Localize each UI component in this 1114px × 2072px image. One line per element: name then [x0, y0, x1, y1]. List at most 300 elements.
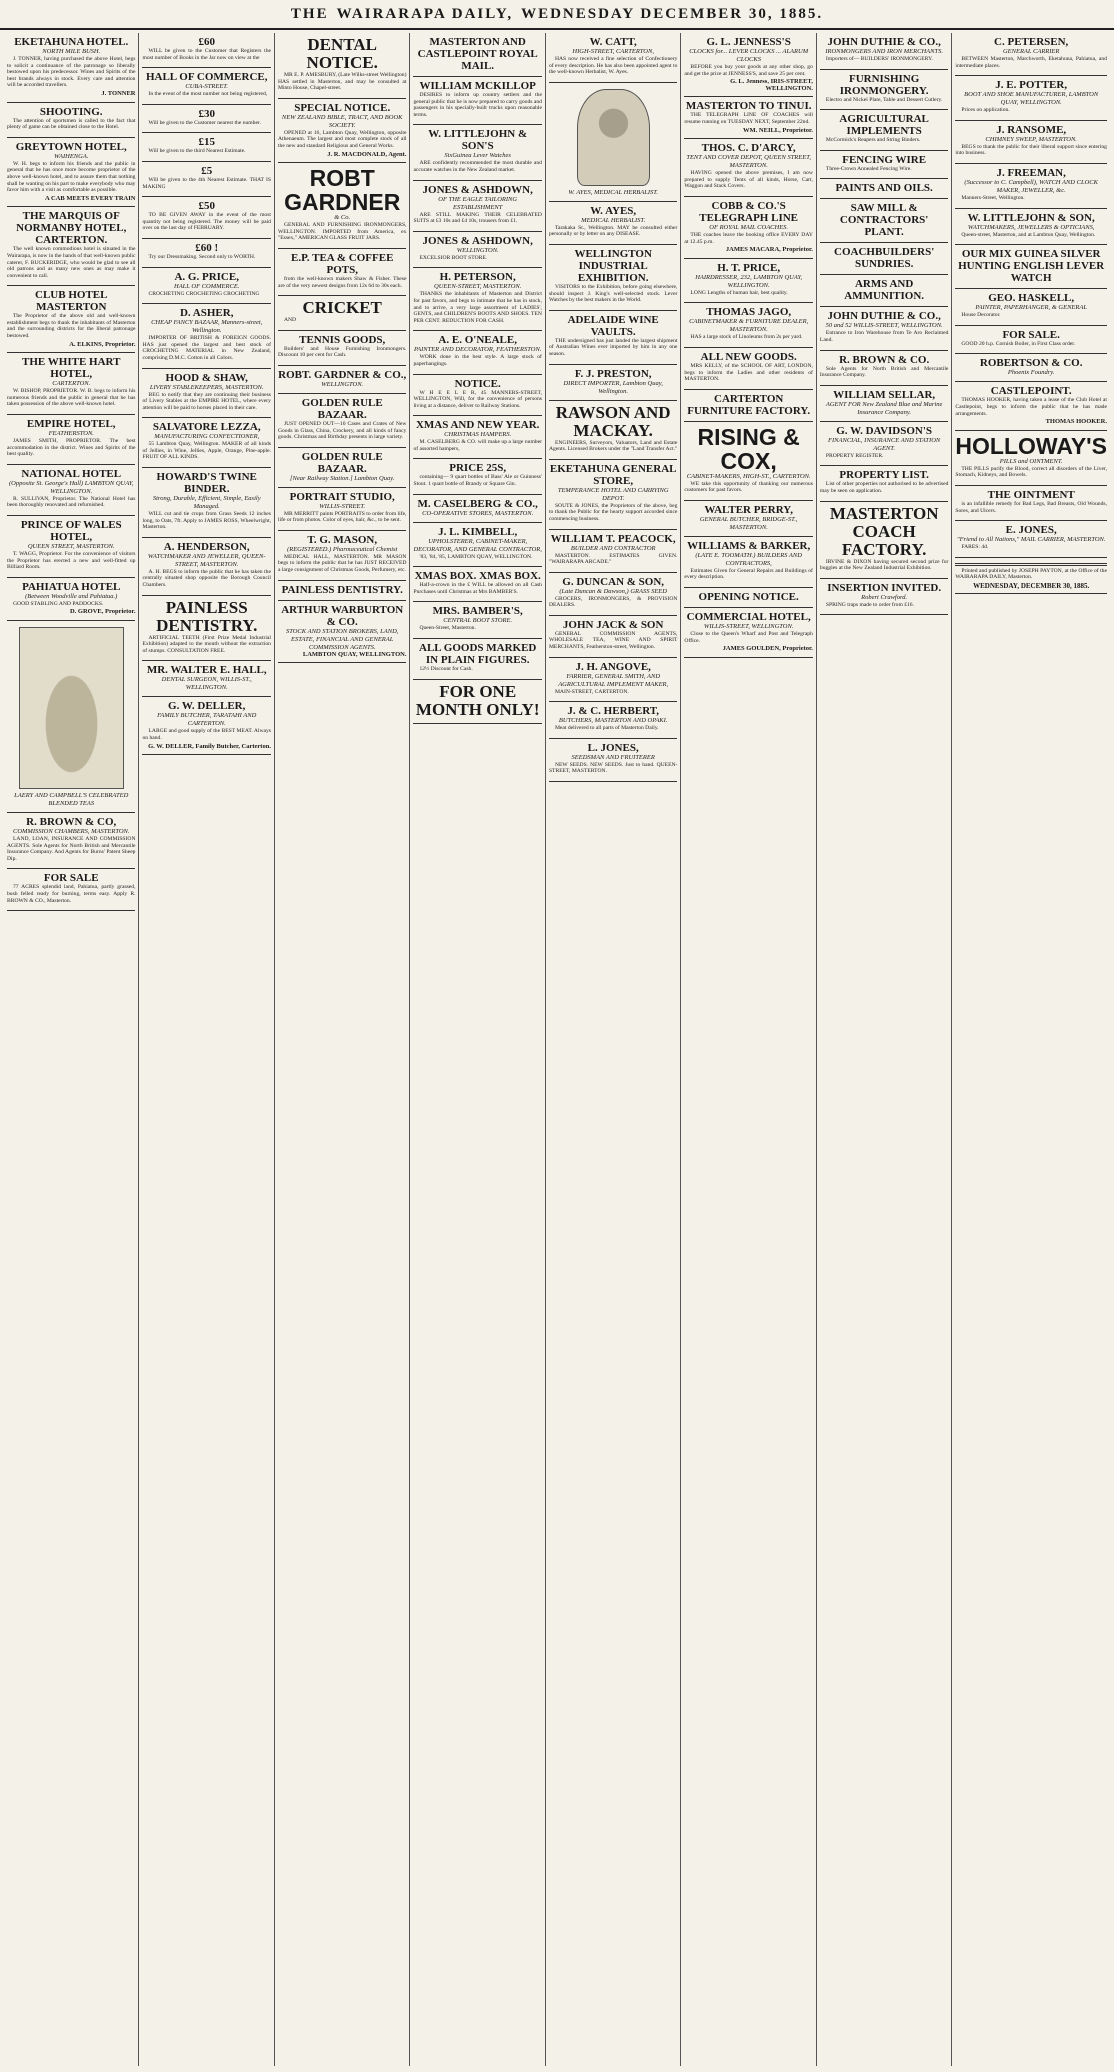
advert-heading: R. BROWN & CO.	[839, 353, 930, 366]
advert-subheading: (LATE E. TOOMATH.) BUILDERS AND CONTRACTORS,	[695, 551, 802, 567]
advertisement	[955, 521, 1107, 558]
advert-heading: OUR MIX GUINEA SILVER HUNTING ENGLISH LEVER WATCH	[958, 248, 1105, 285]
advert-heading: £60	[198, 36, 215, 48]
advert-subheading: PAINTER AND DECORATOR, FEATHERSTON.	[413, 346, 542, 354]
advert-heading: WILLIAMS & BARKER,	[687, 539, 811, 552]
advert-body: LAND, LOAN, INSURANCE AND COMMISSION AGENTS. Sole Agents for North British and Mercantile Insurance Company. And Agents for Burns' Patent Sheep Dip.	[7, 835, 136, 862]
advertisement	[278, 331, 406, 366]
advert-heading: FENCING WIRE	[842, 153, 927, 166]
advertisement	[413, 331, 541, 374]
advertisement	[549, 202, 677, 245]
advert-heading: GOLDEN RULE BAZAAR.	[301, 450, 383, 475]
advert-heading: NOTICE.	[454, 377, 501, 390]
advert-body: SOUTE & JONES, the Proprietors of the above, beg to thank the Public for the hearty support accorded since commencing business.	[548, 502, 678, 522]
advert-body: ARTIFICIAL TEETH (First Prize Medal Industrial Exhibition) adapted to the mouth without the extraction of stumps. CONSULTATION FREE.	[142, 634, 271, 654]
advert-heading: £5	[201, 164, 213, 177]
masthead-title: WAIRARAPA DAILY,	[336, 5, 514, 22]
advert-body: Builders' and House Furnishing Ironmongers. Discount 10 per cent for Cash.	[277, 345, 407, 359]
advert-body: JUST OPENED OUT—10 Cases and Crates of New Goods in Glass, China, Crockery, and all kinds of fancy goods. Christmas and Birthday presents in large variety.	[277, 420, 407, 441]
advert-subheading: (Opposite St. George's Hall) LAMBTON QUAY, WELLINGTON.	[9, 479, 134, 495]
advertisement	[955, 486, 1107, 521]
advertisement	[820, 33, 948, 70]
advert-heading: J. L. KIMBELL,	[438, 525, 518, 538]
advert-body: BEFORE you buy your goods at any other shop, go and get the price at JENNESS'S, and save 25 per cent.	[684, 64, 813, 77]
advert-subheading: IRONMONGERS AND IRON MERCHANTS.	[825, 48, 943, 55]
advert-body: AND	[283, 317, 297, 324]
advert-subheading: BOOT AND SHOE MANUFACTURER, LAMBTON QUAY, WELLINGTON.	[964, 91, 1099, 107]
advert-heading: SALVATORE LEZZA,	[152, 421, 261, 434]
advert-body: EXCELSIOR BOOT STORE.	[419, 254, 488, 261]
advert-signature: THOMAS HOOKER.	[1045, 418, 1107, 426]
advertisement	[142, 697, 270, 755]
advert-heading: W. LITTLEJOHN & SON'S	[428, 128, 528, 153]
advert-subheading: HALL OF COMMERCE.	[174, 282, 240, 290]
imprint-text: Printed and published by JOSEPH PAYTON, at the Office of the WAIRARAPA DAILY, Masterton.	[955, 567, 1107, 581]
advert-body: 55 Lambton Quay, Wellington. MAKER of all kinds of Jellies, in Wine, Jellies, Apple, Orange, Pine-apple. FRUIT OF ALL KINDS.	[142, 441, 271, 461]
advertisement	[549, 245, 677, 311]
advertisement	[7, 813, 135, 869]
advertisement	[142, 68, 270, 105]
column-8	[952, 33, 1110, 2066]
advert-subheading: PILLS and OINTMENT.	[999, 457, 1063, 465]
advert-subheading: GENERAL CARRIER	[1002, 48, 1060, 55]
advert-heading: D. ASHER,	[179, 307, 234, 320]
advertisement	[684, 197, 812, 259]
advert-body: In the event of the most number not being registered,	[148, 91, 268, 98]
advert-heading: ALL GOODS MARKED IN PLAIN FIGURES.	[419, 642, 537, 667]
advert-heading: GREYTOWN HOTEL,	[15, 140, 127, 153]
advert-heading: £15	[198, 136, 215, 149]
advertisement	[955, 558, 1107, 595]
advertisement	[549, 460, 677, 530]
advert-subheading: (Between Woodville and Pahiatua.)	[25, 592, 118, 600]
advert-body: THANKS the inhabitants of Masterton and District for past favors, and begs to intimate that he has in stock, and to arrive, a very large assortment of LADIES', GENTS, and CHILDREN'S BOOTS AND SHOES. TEN PER CENT. REDUCTION FOR CASH.	[413, 291, 542, 324]
advert-signature: G. W. DELLER, Family Butcher, Carterton.	[148, 742, 271, 750]
advertisement	[684, 537, 812, 588]
advert-subheading: UPHOLSTERER, CABINET-MAKER, DECORATOR, AND GENERAL CONTRACTOR,	[413, 537, 542, 553]
advert-body: '83, '84, '85, LAMBTON QUAY, WELLINGTON.	[419, 553, 533, 560]
advert-body: SPRING traps made to order from £16.	[825, 601, 914, 608]
advert-heading: PRICE 25S,	[449, 462, 507, 475]
advertisement	[549, 33, 677, 83]
advert-body: BEG to notify that they are continuing their business of Livery Stables at the EMPIRE HOTEL, where every attention will be paid to horses placed in their care.	[142, 391, 271, 411]
advertisement	[684, 501, 812, 537]
advert-heading: OPENING NOTICE.	[698, 591, 799, 604]
advertisement	[955, 382, 1107, 430]
advertisement	[142, 661, 270, 697]
advert-body: THE PILLS purify the Blood, correct all disorders of the Liver, Stomach, Kidneys, and Bowels.	[955, 465, 1107, 479]
advert-subheading: CHRISTMAS HAMPERS.	[444, 431, 512, 439]
advert-subheading: OF THE EAGLE TAILORING ESTABLISHMENT	[438, 195, 518, 211]
advertisement	[684, 303, 812, 348]
advert-body: Three-Crown Annealed Fencing Wire.	[825, 165, 912, 172]
advert-heading: MASTERTON COACH FACTORY.	[829, 503, 939, 559]
advertisement	[142, 418, 270, 468]
advert-heading: NATIONAL HOTEL	[21, 467, 122, 480]
advert-heading: £50	[198, 200, 215, 213]
advert-heading: L. JONES,	[587, 741, 639, 754]
advert-body: from the well-known makers Shaw & Fisher. These are of the very newest designs from 12s 6d to 30s each.	[277, 275, 407, 289]
advert-heading: RISING & COX,	[697, 423, 800, 474]
advert-heading: A. G. PRICE,	[174, 270, 239, 283]
advertisement	[955, 121, 1107, 164]
advertisement	[413, 639, 541, 680]
advert-heading: FURNISHING IRONMONGERY.	[839, 72, 929, 97]
advertisement	[413, 375, 541, 417]
advertisement	[955, 209, 1107, 246]
advert-subheading: BUILDER AND CONTRACTOR	[570, 544, 656, 552]
column-3	[275, 33, 410, 2066]
advert-body: 12½ Discount for Cash.	[419, 666, 473, 673]
advert-body: The attention of sportsmen is called to the fact that plenty of game can be obtained close to the Hotel.	[7, 117, 136, 131]
advert-body: LARGE and good supply of the BEST MEAT. Always on hand.	[142, 728, 271, 741]
advertisement	[7, 33, 135, 103]
tea-advert-illustration	[19, 627, 124, 789]
advert-heading: TENNIS GOODS,	[299, 333, 386, 346]
advert-heading: E.P. TEA & COFFEE POTS,	[291, 251, 394, 276]
advert-body: Will be given to the 4th Nearest Estimate. THAT IS MAKING	[142, 176, 271, 190]
advertisement	[142, 33, 270, 68]
advert-heading: T. G. MASON,	[307, 533, 378, 546]
advert-heading: HOWARD'S TWINE BINDER.	[156, 471, 257, 496]
advert-body: Entrance to Iron Warehouse from Te Aro Reclaimed Land.	[819, 330, 949, 343]
advert-body: ARE STILL MAKING THEIR CELEBRATED SUITS at £3 10s and £4 10s, trousers from £1.	[413, 211, 542, 225]
advert-subheading: (Successor to C. Campbell), WATCH AND CLOCK MAKER, JEWELLER, &c.	[964, 178, 1098, 194]
advert-body: MR E. P. AMESBURY, (Late Wilks-street Wellington) HAS settled in Masterton, and may be consulted at Minto House, Chapel-street.	[277, 72, 407, 92]
advert-body: Queen-Street, Masterton.	[419, 625, 476, 632]
advertisement	[278, 99, 406, 163]
double-rule	[955, 563, 1107, 566]
advert-body: House Decorator.	[961, 312, 1001, 319]
advert-heading: G. W. DELLER,	[168, 700, 246, 713]
advertisement	[142, 468, 270, 538]
advert-body: WILL cut and tie crops from Grass Seeds 12 inches long, to Oats, 7ft. Apply to JAMES ROSS, Wheelwright, Masterton.	[142, 511, 271, 531]
advertisement	[549, 702, 677, 739]
advertisement	[7, 286, 135, 353]
advert-subheading: CENTRAL BOOT STORE.	[443, 617, 513, 625]
advert-body: LONG Lengths of human hair, best quality.	[690, 289, 788, 296]
advertisement	[820, 386, 948, 422]
advertisement	[142, 304, 270, 368]
advert-heading: THE WHITE HART HOTEL,	[22, 356, 121, 381]
advert-subheading: (REGISTERED.) Pharmaceutical Chemist	[287, 545, 398, 553]
advertisement	[142, 369, 270, 419]
advert-body: McCormick's Reapers and String Binders.	[825, 137, 921, 144]
advert-subheading: 50 and 52 WILLIS-STREET, WELLINGTON.	[825, 322, 943, 330]
advert-heading: HOOD & SHAW,	[165, 371, 248, 384]
advertisement	[7, 621, 135, 813]
advert-body: W H E E L E R, 45 MANNERS-STREET, WELLINGTON, Will, for the convenience of persons living at a distance, deliver to Railway Stations.	[413, 389, 542, 409]
advertisement	[413, 459, 541, 494]
advert-heading: AGRICULTURAL IMPLEMENTS	[839, 113, 929, 138]
advertisement	[7, 103, 135, 138]
advert-heading: J. FREEMAN,	[996, 166, 1066, 179]
advert-body: GOOD 20 h.p. Cornish Boiler, in First Class order.	[961, 340, 1076, 347]
advertisement	[549, 616, 677, 658]
advert-body: Estimates Given for General Repairs and Buildings of every description.	[684, 567, 813, 581]
advert-body: IRVINE & DIXON having secured second prize for buggies at the New Zealand Industrial Exhibition.	[819, 558, 949, 572]
advert-body: GENERAL COMMISSION AGENTS, WHOLESALE TEA, WINE AND SPIRIT MERCHANTS, Featherston-street, Wellington.	[548, 630, 678, 651]
advert-heading: COMMERCIAL HOTEL,	[686, 611, 811, 624]
advert-heading: WALTER PERRY,	[704, 503, 793, 516]
advert-signature: A. ELKINS, Proprietor.	[69, 340, 136, 348]
advert-subheading: TENT AND COVER DEPOT, QUEEN STREET, MASTERTON.	[686, 154, 811, 170]
advertisement	[820, 422, 948, 467]
advert-subheading: LIVERY STABLEKEEPERS, MASTERTON.	[149, 383, 264, 391]
advert-subheading: Strong, Durable, Efficient, Simple, Easily Managed.	[152, 495, 261, 511]
advertisement	[7, 207, 135, 286]
advertisement	[278, 33, 406, 99]
advertisement	[278, 366, 406, 394]
advert-heading: PROPERTY LIST.	[839, 469, 929, 482]
advert-heading: XMAS BOX. XMAS BOX.	[414, 570, 541, 583]
advert-body: GENERAL AND FURNISHING IRONMONGERS, WELLINGTON. IMPORTED from America, ex "Essex," AMERICAN GLASS FRUIT JARS.	[277, 222, 407, 242]
advertisement	[7, 578, 135, 621]
advert-body: NEW SEEDS. NEW SEEDS. Just to hand. QUEEN-STREET, MASTERTON.	[548, 761, 678, 775]
advertisement	[142, 268, 270, 305]
advertisement	[820, 199, 948, 243]
advert-body: Electro and Nickel Plate, Table and Dessert Cutlery.	[825, 96, 943, 103]
advert-heading: CRICKET	[302, 298, 382, 318]
advert-subheading: FAMILY BUTCHER, TARATAHI AND CARTERTON.	[157, 712, 257, 728]
advert-body: W. BISHOP, PROPRIETOR. W. B. begs to inform his numerous friends and the public in general that he has taken possession of the above well-known hotel.	[7, 388, 136, 408]
advert-body: Manners-Street, Wellington.	[961, 194, 1025, 201]
advertisement	[955, 354, 1107, 382]
advert-heading: J. E. POTTER,	[995, 79, 1068, 92]
advert-subheading: WATCHMAKERS, JEWELLERS & OPTICIANS,	[967, 223, 1095, 231]
advert-body: HAS now received a fine selection of Confectionery of every description. He has also been appointed agent to the well-known Herbalist, W. Ayes.	[548, 56, 678, 76]
herbalist-portrait	[577, 89, 650, 186]
advert-signature: JAMES MACARA, Proprietor.	[725, 246, 813, 254]
advert-heading: M. CASELBERG & CO.,	[417, 497, 538, 510]
advertisement	[820, 307, 948, 350]
advert-heading: F. J. PRESTON,	[574, 367, 652, 380]
advert-heading: THOS. C. D'ARCY,	[701, 142, 796, 155]
advert-subheading: OF ROYAL MAIL COACHES.	[709, 223, 789, 231]
advert-subheading: FEATHERSTON.	[48, 430, 94, 438]
advertisement	[413, 232, 541, 269]
advert-heading: WILLIAM T. PEACOCK,	[550, 532, 676, 545]
advert-heading: DENTAL NOTICE.	[306, 35, 378, 72]
advert-body: JAMES SMITH, PROPRIETOR. The best accommodation in the district. Wines and Spirits of the best quality.	[7, 438, 136, 458]
advert-heading: G. W. DAVIDSON'S	[836, 424, 933, 437]
advert-subheading: CABINETMAKER & FURNITURE DEALER, MASTERTON.	[689, 318, 809, 334]
advert-heading: J. RANSOME,	[996, 123, 1067, 136]
advert-body: Importers of— BUILDERS' IRONMONGERY.	[825, 56, 933, 62]
advert-signature: J. TONNER	[101, 89, 136, 97]
column-5	[546, 33, 681, 2066]
advertisement	[820, 502, 948, 579]
advert-subheading: WELLINGTON.	[321, 380, 364, 388]
advert-subheading: & Co.	[334, 214, 351, 222]
advertisement	[549, 530, 677, 573]
advert-heading: SHOOTING.	[39, 105, 103, 118]
advert-subheading: GENERAL BUTCHER, BRIDGE-ST., MASTERTON.	[699, 515, 798, 531]
advert-body: ENGINEERS, Surveyors, Valuators, Land and Estate Agents. Licensed Brokers under the "Land Transfer Act."	[548, 439, 678, 453]
advertisement	[820, 179, 948, 199]
advert-heading: J. & C. HERBERT,	[567, 705, 660, 718]
advert-heading: COBB & CO.'S TELEGRAPH LINE	[699, 199, 799, 224]
advert-body: Queen-street, Masterton, and at Lambton Quay, Wellington.	[961, 231, 1096, 238]
advert-heading: XMAS AND NEW YEAR.	[415, 419, 540, 432]
advert-subheading: MANUFACTURING CONFECTIONER,	[154, 433, 260, 441]
advertisement	[413, 181, 541, 232]
advert-subheading: AGENT FOR New Zealand Blue and Marine Insurance Company.	[825, 400, 943, 416]
masthead-left: THE	[290, 5, 329, 22]
advertisement	[7, 415, 135, 465]
advert-body: Will be given to the Customer nearest the number.	[148, 119, 261, 126]
advert-body: MRS KELLY, of the SCHOOL OF ART, LONDON, begs to inform the Ladies and other residents of MASTERTON.	[684, 362, 813, 383]
advert-body: WILL be given to the Customer that Registers the most number of Books in the Jar now on view at the	[142, 48, 271, 61]
advert-body: TO BE GIVEN AWAY in the event of the most quantity not being registered. The money will be paid over on the last day of FEBRUARY.	[142, 212, 271, 232]
advert-subheading: HIGH-STREET, CARTERTON,	[572, 48, 654, 55]
advert-subheading: STOCK AND STATION BROKERS, LAND, ESTATE, FINANCIAL AND GENERAL COMMISSION AGENTS.	[285, 627, 399, 651]
advert-subheading: TEMPERANCE HOTEL AND CARRYING DEPOT.	[557, 486, 669, 502]
advert-heading: SPECIAL NOTICE.	[294, 101, 391, 114]
imprint-date: WEDNESDAY, DECEMBER 30, 1885.	[973, 581, 1090, 590]
advertisement	[278, 296, 406, 331]
advert-body: Sole Agents for North British and Mercantile Insurance Company.	[819, 365, 949, 379]
advert-body: T. WAGG, Proprietor. For the convenience of visitors the Proprietor has erected a new and well-fitted up Billiard Room.	[7, 551, 136, 571]
advertisement	[684, 390, 812, 422]
advertisement	[820, 243, 948, 275]
advertisement	[7, 138, 135, 208]
advert-signature: JAMES GOULDEN, Proprietor.	[722, 645, 813, 653]
advert-signature: J. R. MACDONALD, Agent.	[327, 150, 407, 158]
advertisement	[820, 151, 948, 180]
advertisement	[684, 33, 812, 97]
advert-body: Will be given to the third Nearest Estimate.	[148, 148, 246, 155]
advertisement	[142, 538, 270, 596]
advert-subheading: QUEEN STREET, MASTERTON.	[27, 543, 115, 550]
advertisement	[955, 76, 1107, 121]
advert-heading: GOLDEN RULE BAZAAR.	[301, 396, 383, 421]
advertisement	[820, 70, 948, 111]
advertisement	[413, 523, 541, 568]
advert-body: is an infallible remedy for Bad Legs, Bad Breasts, Old Wounds, Sores, and Ulcers.	[955, 500, 1107, 514]
advert-heading: RAWSON AND MACKAY.	[555, 402, 671, 440]
column-1	[4, 33, 139, 2066]
advert-subheading: WAIHENGA.	[54, 152, 89, 160]
advert-body: MR MERRITT paints PORTRAITS to order from life, life or from photos. Color of eyes, hair, &c., to be sent.	[277, 510, 407, 524]
advertisement	[955, 431, 1107, 486]
advert-subheading: SEEDSMAN AND FRUITERER	[571, 753, 655, 761]
advert-body: THE coaches leave the booking office EVERY DAY at 12.45 p.m.	[684, 231, 813, 245]
advertisement	[820, 579, 948, 616]
advert-subheading: DENTAL SURGEON, WILLIS-ST., WELLINGTON.	[161, 676, 252, 692]
advert-heading: A. E. O'NEALE,	[438, 334, 517, 347]
advert-subheading: NEW ZEALAND BIBLE, TRACT, AND BOOK SOCIETY.	[281, 113, 403, 129]
advert-heading: CASTLEPOINT.	[990, 385, 1072, 398]
advertisement	[278, 394, 406, 448]
advert-heading: ARTHUR WARBURTON & CO.	[281, 603, 404, 628]
masthead-date: WEDNESDAY DECEMBER 30, 1885.	[521, 5, 824, 22]
advertisement	[955, 289, 1107, 326]
advertisement	[413, 567, 541, 602]
advertisement	[278, 531, 406, 581]
advert-subheading: SixGuinea Lever Watches	[444, 152, 511, 160]
advert-heading: E. JONES,	[1005, 524, 1057, 537]
advertisement	[413, 416, 541, 459]
advert-subheading: CO-OPERATIVE STORES, MASTERTON.	[422, 509, 534, 517]
advertisement	[142, 105, 270, 134]
advertisement	[142, 239, 270, 268]
advert-body: Close to the Queen's Wharf and Post and Telegraph Office.	[684, 631, 813, 644]
advertisement	[820, 110, 948, 151]
advert-heading: THOMAS JAGO,	[706, 306, 792, 319]
advertisement	[684, 608, 812, 658]
advert-body: Meat delivered to all parts of Masterton Daily.	[554, 725, 659, 732]
advert-subheading: CUBA-STREET.	[185, 83, 229, 91]
advertisement	[142, 162, 270, 197]
advertisement	[278, 601, 406, 664]
advert-heading: EKETAHUNA HOTEL.	[14, 36, 129, 48]
advert-heading: EMPIRE HOTEL,	[26, 418, 116, 431]
advert-heading: A. HENDERSON,	[163, 540, 250, 553]
advert-subheading: PAINTER, PAPERHANGER, & GENERAL	[975, 304, 1087, 312]
advert-subheading: DIRECT IMPORTER, Lambton Quay, Wellington.	[563, 379, 663, 395]
advertisement	[413, 680, 541, 724]
advert-heading: H. T. PRICE,	[717, 261, 781, 274]
advertisement	[413, 602, 541, 639]
advert-body: THE TELEGRAPH LINE OF COACHES will resume running on TUESDAY NEXT, September 22nd.	[684, 112, 813, 125]
advert-subheading: NORTH MILE BUSH.	[42, 48, 101, 55]
advert-body: Half-a-crown in the £ WILL be allowed on all Cash Purchases until Christmas at Mrs BAMBER'S.	[413, 582, 542, 595]
advert-subheading: WATCHMAKER AND JEWELLER, QUEEN-STREET, MASTERTON.	[147, 552, 266, 568]
advertisement	[549, 739, 677, 782]
advert-subheading: MEDICAL HERBALIST.	[581, 216, 646, 224]
advert-body: containing— 9 quart bottles of Bass' Ale or Guinness' Stout. 1 quart bottle of Brandy or Square Gin.	[413, 474, 542, 488]
advert-heading: WILLIAM MCKILLOP	[419, 80, 536, 92]
advert-heading: INSERTION INVITED.	[827, 581, 942, 594]
advert-body: GOOD STABLING AND PADDOCKS.	[13, 600, 104, 607]
advert-heading: ROBERTSON & CO.	[979, 357, 1083, 370]
advert-heading: CLUB HOTEL MASTERTON	[35, 289, 108, 314]
advertisement	[684, 588, 812, 608]
advert-heading: FOR SALE	[43, 872, 99, 885]
advert-heading: JOHN DUTHIE & CO.,	[827, 36, 941, 48]
advertisement	[413, 77, 541, 125]
advertisement	[549, 311, 677, 365]
advertisement	[820, 351, 948, 386]
advert-body: A. H. BEGS to inform the public that he has taken the centrally situated shop opposite the Borough Council Chambers.	[142, 568, 271, 589]
advert-heading: PAHIATUA HOTEL	[22, 580, 121, 593]
advert-body: R. SULLIVAN, Proprietor. The National Hotel has been thoroughly renovated and refurnished.	[7, 495, 136, 509]
advert-heading: £30	[198, 107, 215, 120]
advert-heading: R. BROWN & CO,	[26, 815, 117, 828]
advertisement	[955, 33, 1107, 76]
advertisement	[549, 83, 677, 202]
advertisement	[413, 33, 541, 77]
advert-body: Tarakaka St., Wellington. MAY be consulted either personally or by letter on any DISEASE.	[548, 224, 678, 238]
advert-heading: JONES & ASHDOWN,	[422, 183, 533, 196]
advertisement	[142, 197, 270, 239]
advert-subheading: CARTERTON.	[52, 380, 91, 388]
advert-heading: PORTRAIT STUDIO,	[289, 490, 395, 503]
advert-signature: D. GROVE, Proprietor.	[69, 608, 136, 616]
advert-subheading: QUEEN-STREET, MASTERTON.	[434, 283, 522, 291]
advert-heading: PAINLESS DENTISTRY.	[281, 583, 403, 596]
advert-heading: WELLINGTON INDUSTRIAL EXHIBITION.	[574, 247, 652, 284]
advertisement	[955, 245, 1107, 289]
advertisement	[7, 353, 135, 415]
advert-body: VISITORS to the Exhibition, before going elsewhere, should inspect J. King's well-selected stock. Lever Watches by the best makers in the World.	[548, 283, 678, 304]
advertisement	[413, 268, 541, 331]
advertisement	[684, 422, 812, 501]
advertisement	[549, 401, 677, 460]
advertisement	[820, 466, 948, 501]
advertisement	[7, 465, 135, 516]
